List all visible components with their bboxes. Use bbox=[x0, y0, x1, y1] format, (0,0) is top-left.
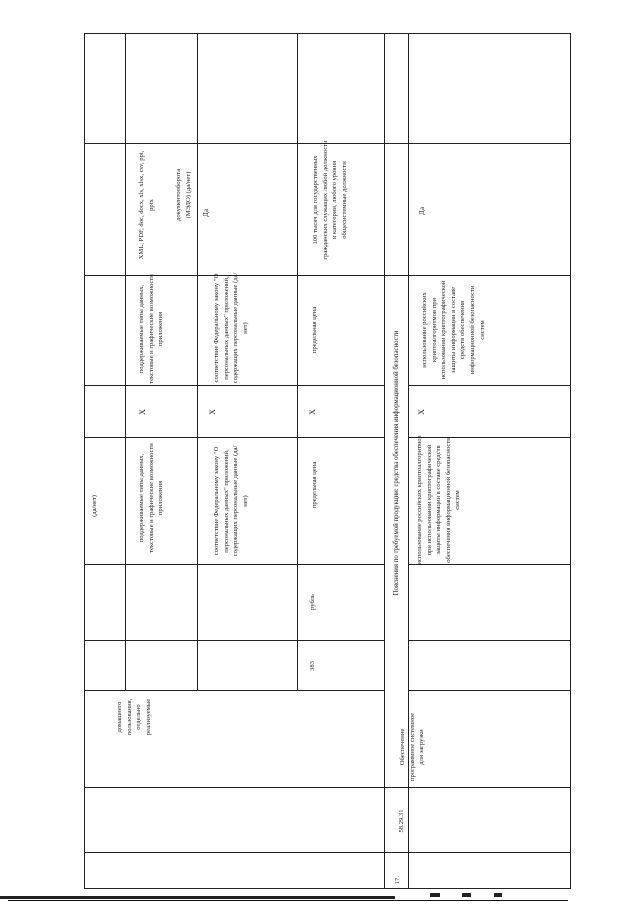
scan-mark bbox=[494, 893, 502, 897]
row-17-number: 17. bbox=[394, 875, 401, 885]
row-17-product-name: Обеспечение программное системное для загрузки bbox=[399, 712, 426, 782]
row-c-mark-x: X bbox=[308, 409, 317, 415]
row-17-crypto-2: использование российских криптоалгоритмов при использовании криптографической защиты информации в составе средств обеспечения информационной безопасности систем bbox=[421, 280, 486, 380]
row-17-code: 58.29.31 bbox=[398, 809, 405, 833]
row-c-max-price: предельная цена bbox=[311, 461, 318, 509]
row-b-personal-data: соответствие Федеральному закону "О персональных данных" приложений, содержащих персональные данные (да/нет) bbox=[213, 445, 249, 557]
row-17-yes: Да bbox=[418, 207, 426, 215]
section-note: Пояснения по требуемой продукции: средства обеспечения информационной безопасности bbox=[393, 330, 400, 596]
row-a-supported-types: поддерживаемые типы данных, текстовые и графические возможности приложения bbox=[138, 443, 165, 553]
scan-edge-line bbox=[0, 896, 395, 899]
scan-mark bbox=[462, 893, 471, 897]
row-17-crypto: использование российских криптоалгоритмов при использовании криптографической защиты информации в составе средств обеспечения информационной безопасности систем bbox=[416, 435, 462, 565]
row-a-file-formats: XML, PDF, doc, docx, xls, xlsx, csv, ppt, pptx bbox=[138, 150, 155, 260]
row-b-personal-data-2: соответствие Федеральному закону "О персональных данных" приложений, содержащих персональные данные (да/нет) bbox=[213, 272, 249, 384]
row-a-mark-x: X bbox=[138, 409, 147, 415]
row-a-supported-types-2: поддерживаемые типы данных, текстовые и графические возможности приложения bbox=[138, 274, 165, 384]
scan-edge-line-2 bbox=[8, 900, 568, 901]
row-c-limit-value: 100 тысяч для государственных гражданских служащих любой должности и категории, любого уровня общесистемные должности bbox=[312, 140, 348, 260]
row-17-mark-x: X bbox=[417, 409, 426, 415]
scan-mark bbox=[430, 893, 440, 897]
row-c-max-price-2: предельная цена bbox=[311, 306, 318, 354]
row-c-okei-code: 383 bbox=[309, 661, 316, 671]
header-col-home-use: домашнего пользования, отдельно реализуемые bbox=[116, 698, 152, 736]
header-col-yes-no: (да/нет) bbox=[91, 495, 98, 517]
row-b-mark-x: X bbox=[208, 409, 217, 415]
row-b-yes: Да bbox=[202, 209, 210, 217]
row-c-unit: рубль bbox=[309, 594, 316, 610]
header-col-mėdo: документооборота (МЭДО) (да/нет) bbox=[175, 168, 192, 222]
